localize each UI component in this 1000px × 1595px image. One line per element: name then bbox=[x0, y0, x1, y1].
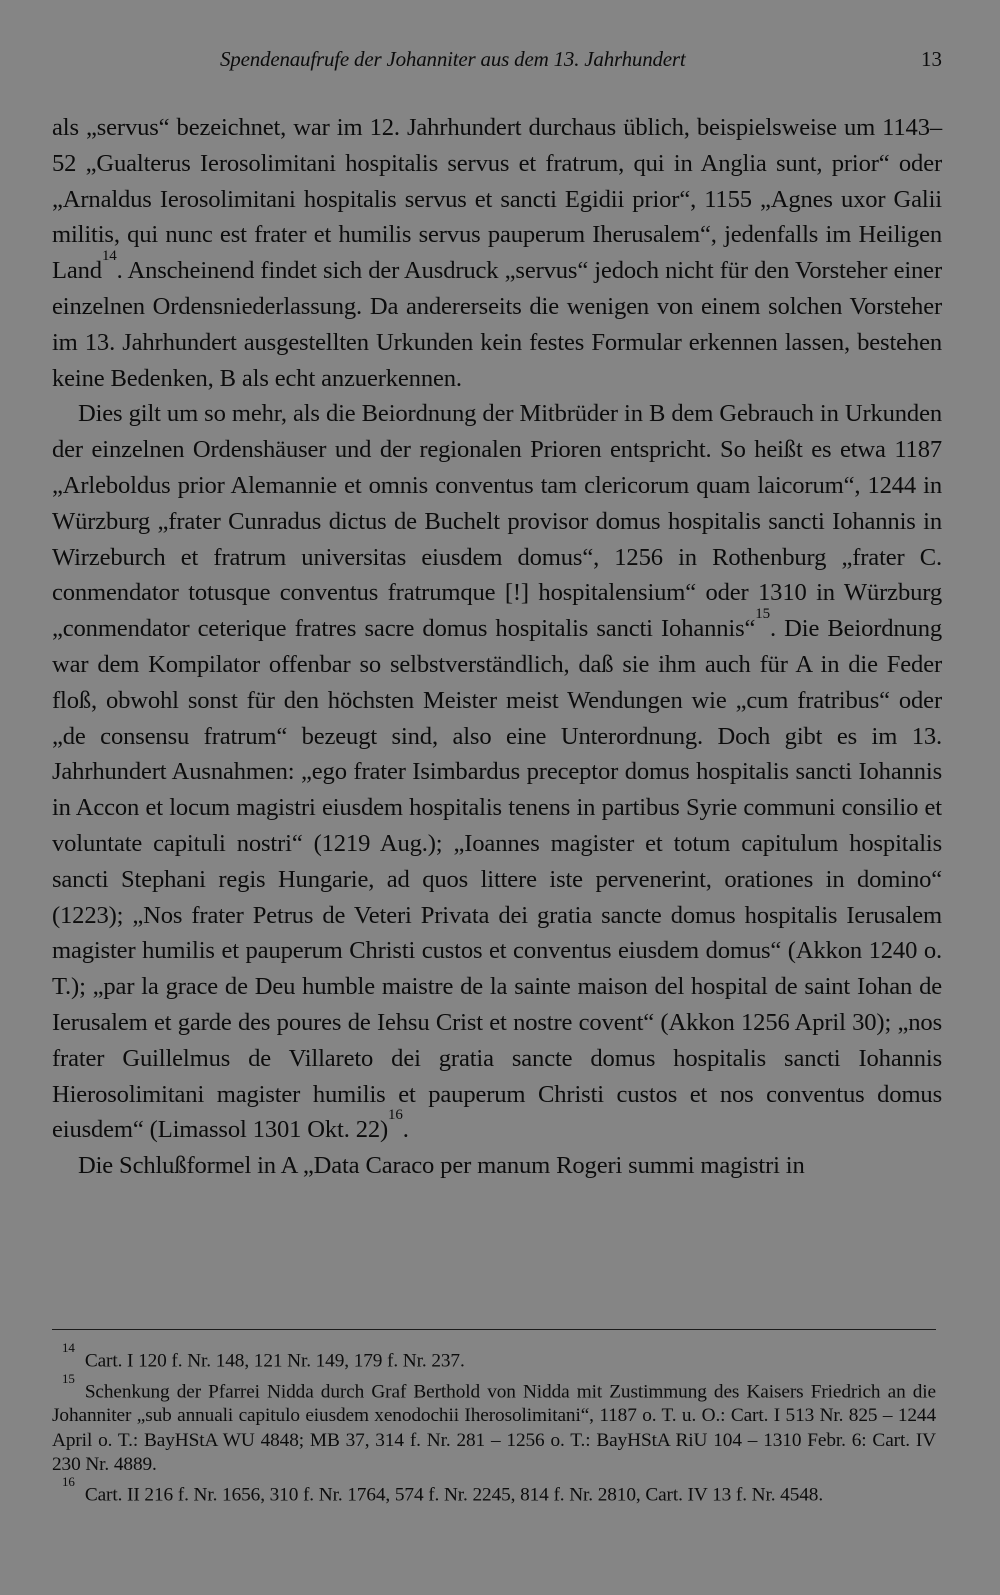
book-page bbox=[52, 0, 942, 1595]
paragraph-2-part-b: . Die Beiordnung war dem Kompilator offenbar so selbstverständlich, daß sie ihm auch für A in die Feder floß, obwohl sonst für den höchsten Meister meist Wendungen wie „cum fratribus“ oder „de consensu fratrum“ bezeugt sind, also eine Unterordnung. Doch gibt es im 13. Jahrhundert Ausnahmen: „ego frater Isimbardus preceptor domus hospitalis sancti Iohannis in Accon et locum magistri eiusdem hospitalis tenens in partibus Syrie communi consilio et voluntate capituli nostri“ (1219 Aug.); „Ioannes magister et totum capitulum hospitalis sancti Stephani regis Hungarie, ad quos littere iste pervenerint, orationes in domino“ (1223); „Nos frater Petrus de Veteri Privata dei gratia sancte domus hospitalis Ierusalem magister humilis et pauperum Christi custos et conventus eiusdem domus“ (Akkon 1240 o. T.); „par la grace de Deu humble maistre de la sainte maison del hospital de saint Iohan de Ierusalem et garde des poures de Iehsu Crist et nostre covent“ (Akkon 1256 April 30); „nos frater Guillelmus de Villareto dei gratia sancte domus hospitalis sancti Iohannis Hierosolimitani magister humilis et pauperum Christi custos et nos conventus domus eiusdem“ (Limassol 1301 Okt. 22) bbox=[52, 615, 942, 1144]
footnote-reference-16[interactable]: 16 bbox=[388, 1107, 403, 1124]
paragraph-2-part-a: Dies gilt um so mehr, als die Beiordnung der Mitbrüder in B dem Gebrauch in Urkunden der einzelnen Ordenshäuser und der regionalen Prioren entspricht. So heißt es etwa 1187 „Arleboldus prior Alemannie et omnis conventus tam clericorum quam laicorum“, 1244 in Würzburg „frater Cunradus dictus de Buchelt provisor domus hospitalis sancti Iohannis in Wirzeburch et fratrum universitas eiusdem domus“, 1256 in Rothenburg „frater C. conmendator totusque conventus fratrumque [!] hospitalensium“ oder 1310 in Würzburg „conmendator ceterique fratres sacre domus hospitalis sancti Iohannis“ bbox=[52, 400, 942, 643]
main-text bbox=[52, 110, 942, 1184]
footnote-mark: 14 bbox=[62, 1340, 75, 1355]
paragraph-1-part-b: . Anscheinend findet sich der Ausdruck „servus“ jedoch nicht für den Vorsteher einer einzelnen Ordensniederlassung. Da andererseits die wenigen von einem solchen Vorsteher im 13. Jahrhundert ausgestellten Urkunden kein festes Formular erkennen lassen, bestehen keine Bedenken, B als echt anzuerkennen. bbox=[52, 257, 942, 392]
paragraph-1-part-a: als „servus“ bezeichnet, war im 12. Jahrhundert durchaus üblich, beispielsweise um 1143–52 „Gualterus Ierosolimitani hospitalis servus et fratrum, qui in Anglia sunt, prior“ oder „Arnaldus Ierosolimitani hospitalis servus et sancti Egidii prior“, 1155 „Agnes uxor Galii militis, qui nunc est frater et humilis servus pauperum Iherusalem“, jedenfalls im Heiligen Land bbox=[52, 114, 942, 285]
running-title: Spendenaufrufe der Johanniter aus dem 13. Jahrhundert bbox=[220, 47, 686, 71]
footnote-divider bbox=[52, 1329, 936, 1330]
paragraph-2-part-c: . bbox=[402, 1116, 409, 1144]
page-number: 13 bbox=[921, 47, 942, 71]
footnote-reference-15[interactable]: 15 bbox=[755, 605, 770, 622]
footnote-mark: 15 bbox=[62, 1370, 75, 1386]
footnotes bbox=[52, 1340, 936, 1508]
footnote-16 bbox=[52, 1474, 936, 1508]
footnote-14 bbox=[52, 1340, 936, 1374]
footnote-text: Cart. I 120 f. Nr. 148, 121 Nr. 149, 179 f. Nr. 237. bbox=[84, 1350, 465, 1372]
footnote-mark: 16 bbox=[62, 1474, 75, 1490]
footnote-text: Schenkung der Pfarrei Nidda durch Graf Berthold von Nidda mit Zustimmung des Kaisers Friedrich an die Johanniter „sub annuali capitulo eiusdem xenodochii Iherosolimitani“, 1187 o. T. u. O.: Cart. I 513 Nr. 825 – 1244 April o. T.: BayHStA WU 4848; MB 37, 314 f. Nr. 281 – 1256 o. T.: BayHStA RiU 104 – 1310 Febr. 6: Cart. IV 230 Nr. 4889. bbox=[52, 1381, 936, 1476]
footnote-15 bbox=[52, 1370, 936, 1478]
footnote-reference-14[interactable]: 14 bbox=[101, 248, 117, 264]
footnote-text: Cart. II 216 f. Nr. 1656, 310 f. Nr. 1764, 574 f. Nr. 2245, 814 f. Nr. 2810, Cart. IV 13 f. Nr. 4548. bbox=[84, 1484, 824, 1506]
paragraph-3: Die Schlußformel in A „Data Caraco per manum Rogeri summi magistri in bbox=[78, 1152, 805, 1180]
running-head bbox=[52, 47, 942, 77]
paragraph-1 bbox=[52, 110, 942, 396]
paragraph-2 bbox=[52, 396, 942, 1148]
